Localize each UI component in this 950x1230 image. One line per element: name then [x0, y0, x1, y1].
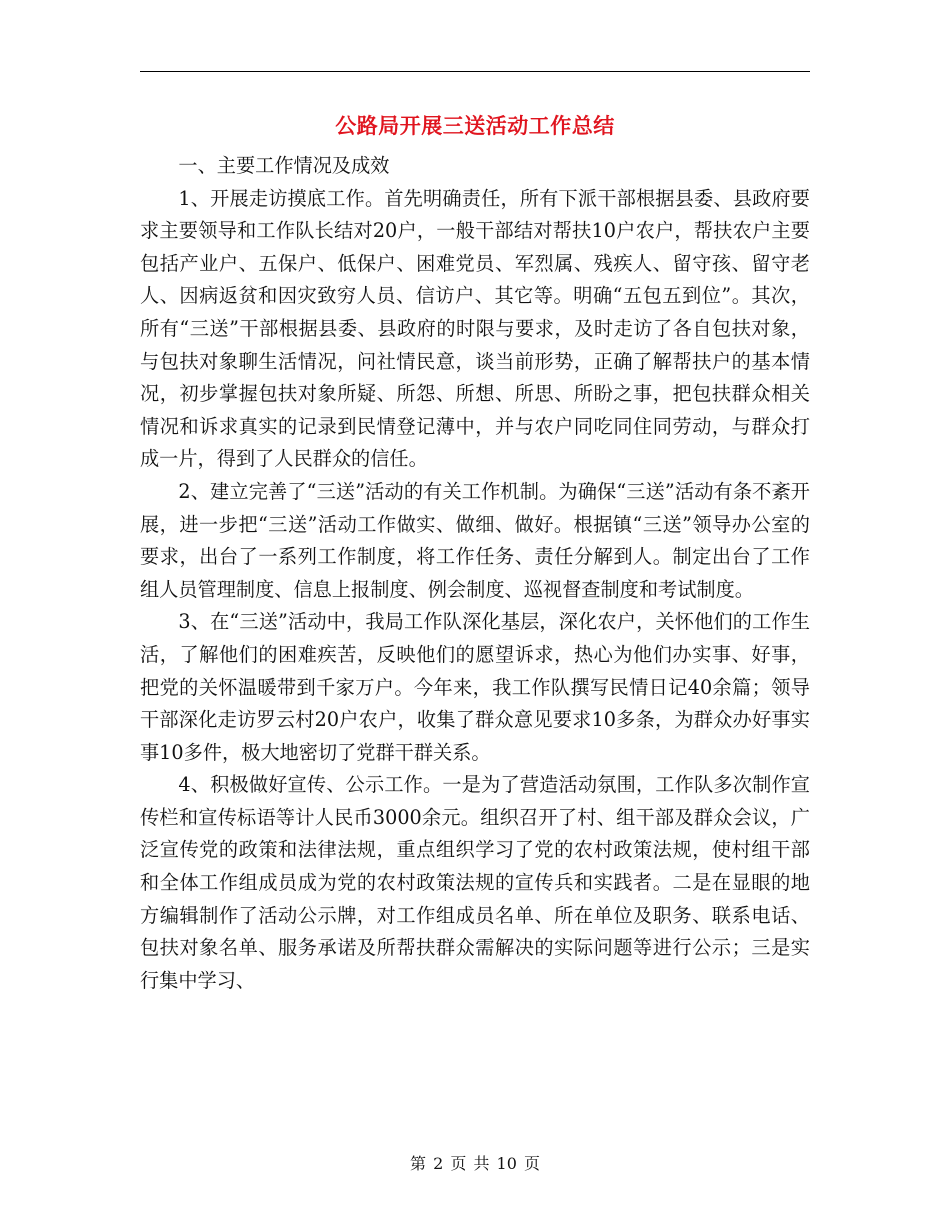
paragraph-4: 4、积极做好宣传、公示工作。一是为了营造活动氛围，工作队多次制作宣传栏和宣传标语等计人民币3000余元。组织召开了村、组干部及群众会议，广泛宣传党的政策和法律法规，重点组织学习了党的农村政策法规，使村组干部和全体工作组成员成为党的农村政策法规的宣传兵和实践者。二是在显眼的地方编辑制作了活动公示牌，对工作组成员名单、所在单位及职务、联系电话、包扶对象名单、服务承诺及所帮扶群众需解决的实际问题等进行公示；三是实行集中学习、	[140, 773, 810, 992]
paragraph-2: 2、建立完善了“三送”活动的有关工作机制。为确保“三送”活动有条不紊开展，进一步把“三送”活动工作做实、做细、做好。根据镇“三送”领导办公室的要求，出台了一系列工作制度，将工作任务、责任分解到人。制定出台了工作组人员管理制度、信息上报制度、例会制度、巡视督查制度和考试制度。	[140, 479, 810, 601]
paragraph-1: 1、开展走访摸底工作。首先明确责任，所有下派干部根据县委、县政府要求主要领导和工作队长结对20户，一般干部结对帮扶10户农户，帮扶农户主要包括产业户、五保户、低保户、困难党员、军烈属、残疾人、留守孩、留守老人、因病返贫和因灾致穷人员、信访户、其它等。明确“五包五到位”。其次，所有“三送”干部根据县委、县政府的时限与要求，及时走访了各自包扶对象，与包扶对象聊生活情况，问社情民意，谈当前形势，正确了解帮扶户的基本情况，初步掌握包扶对象所疑、所怨、所想、所思、所盼之事，把包扶群众相关情况和诉求真实的记录到民情登记薄中，并与农户同吃同住同劳动，与群众打成一片，得到了人民群众的信任。	[140, 186, 810, 471]
document-body	[140, 150, 810, 997]
page-number-footer: 第 2 页 共 10 页	[410, 1154, 540, 1173]
section-heading: 一、主要工作情况及成效	[178, 154, 390, 177]
document-title: 公路局开展三送活动工作总结	[335, 114, 615, 138]
header-rule	[140, 71, 810, 72]
paragraph-3: 3、在“三送”活动中，我局工作队深化基层，深化农户，关怀他们的工作生活，了解他们的困难疾苦，反映他们的愿望诉求，热心为他们办实事、好事，把党的关怀温暖带到千家万户。今年来，我工作队撰写民情日记40余篇；领导干部深化走访罗云村20户农户，收集了群众意见要求10多条，为群众办好事实事10多件，极大地密切了党群干群关系。	[140, 610, 810, 764]
